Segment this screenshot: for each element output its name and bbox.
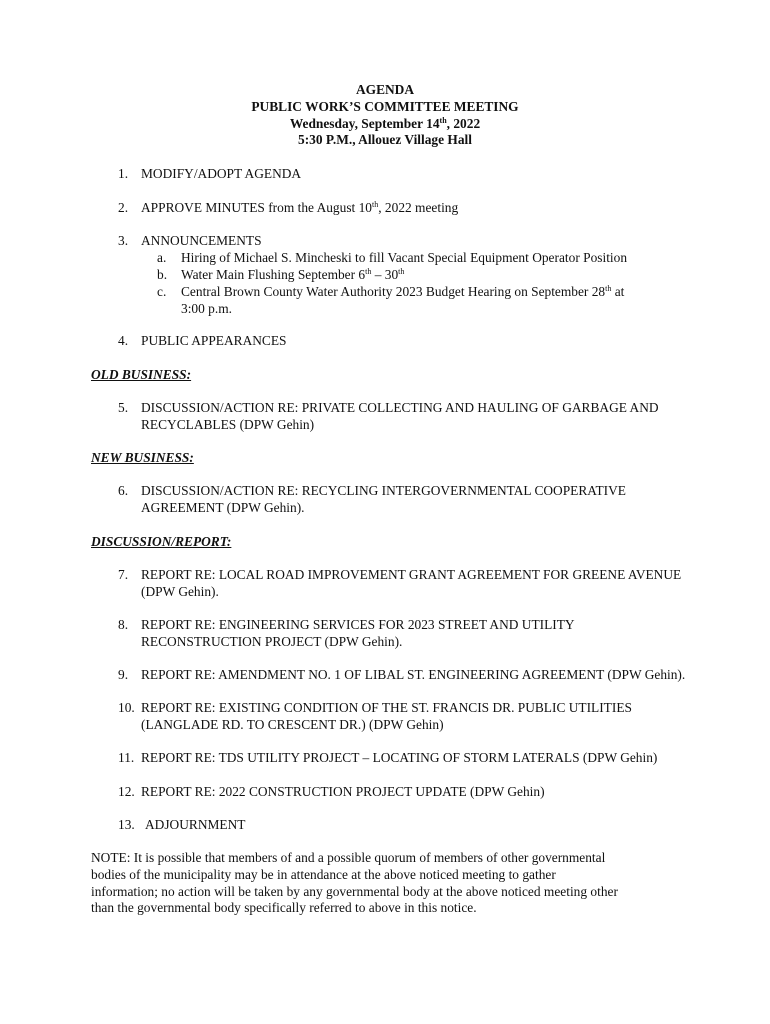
item-number: 8. xyxy=(118,617,129,632)
item-number: 13. xyxy=(118,817,135,832)
item-text: REPORT RE: 2022 CONSTRUCTION PROJECT UPDATE (DPW Gehin) xyxy=(141,784,545,799)
notice-line: NOTE: It is possible that members of and a possible quorum of members of other governmental xyxy=(91,850,606,865)
notice-line: bodies of the municipality may be in attendance at the above noticed meeting to gather xyxy=(91,866,556,882)
item-text: DISCUSSION/ACTION RE: RECYCLING INTERGOVERNMENTAL COOPERATIVE AGREEMENT (DPW Gehin). xyxy=(141,483,626,515)
item-text: REPORT RE: TDS UTILITY PROJECT – LOCATING OF STORM LATERALS (DPW Gehin) xyxy=(141,750,658,765)
item-text: ANNOUNCEMENTS xyxy=(141,233,262,248)
sub-item-letter: c. xyxy=(157,284,167,299)
sub-item-text: Water Main Flushing September 6th – 30th xyxy=(181,267,405,282)
item-number: 6. xyxy=(118,483,129,498)
section-old-business: OLD BUSINESS: xyxy=(91,367,192,382)
item-number: 5. xyxy=(118,400,129,415)
item-number: 3. xyxy=(118,233,129,248)
item-text: MODIFY/ADOPT AGENDA xyxy=(141,166,302,181)
item-number: 7. xyxy=(118,567,129,582)
item-number: 12. xyxy=(118,784,135,799)
meeting-date: Wednesday, September 14th, 2022 xyxy=(289,115,481,131)
item-number: 11. xyxy=(118,750,135,765)
sub-item-text: Hiring of Michael S. Mincheski to fill Vacant Special Equipment Operator Position xyxy=(181,250,628,265)
notice-line: information; no action will be taken by any governmental body at the above noticed meeting other xyxy=(91,883,618,899)
meeting-time-location: 5:30 P.M., Allouez Village Hall xyxy=(298,132,472,148)
legal-notice xyxy=(91,850,681,917)
item-number: 2. xyxy=(118,200,129,215)
sub-item-letter: a. xyxy=(157,250,167,265)
item-text: PUBLIC APPEARANCES xyxy=(141,333,287,348)
notice-line: than the governmental body specifically referred to above in this notice. xyxy=(91,900,477,916)
item-number: 10. xyxy=(118,700,135,715)
item-text: ADJOURNMENT xyxy=(145,817,246,832)
item-number: 1. xyxy=(118,166,129,181)
agenda-title: AGENDA xyxy=(355,82,415,97)
sub-item-letter: b. xyxy=(157,267,168,282)
item-number: 9. xyxy=(118,667,129,682)
item-text: REPORT RE: EXISTING CONDITION OF THE ST. FRANCIS DR. PUBLIC UTILITIES (LANGLADE RD. TO CRESCENT DR.) (DPW Gehin) xyxy=(141,700,632,732)
agenda-header xyxy=(0,82,770,149)
sub-item-text: Central Brown County Water Authority 2023 Budget Hearing on September 28th at 3:00 p.m. xyxy=(181,284,625,316)
item-text: REPORT RE: ENGINEERING SERVICES FOR 2023 STREET AND UTILITY RECONSTRUCTION PROJECT (DPW Gehin). xyxy=(141,617,575,649)
item-text: REPORT RE: AMENDMENT NO. 1 OF LIBAL ST. ENGINEERING AGREEMENT (DPW Gehin). xyxy=(141,667,686,682)
section-discussion-report: DISCUSSION/REPORT: xyxy=(91,534,232,549)
meeting-name: PUBLIC WORK’S COMMITTEE MEETING xyxy=(251,98,519,114)
item-number: 4. xyxy=(118,333,129,348)
item-text: APPROVE MINUTES from the August 10th, 2022 meeting xyxy=(141,200,459,215)
section-new-business: NEW BUSINESS: xyxy=(91,450,194,465)
item-text: DISCUSSION/ACTION RE: PRIVATE COLLECTING AND HAULING OF GARBAGE AND RECYCLABLES (DPW Gehin) xyxy=(141,400,659,432)
item-text: REPORT RE: LOCAL ROAD IMPROVEMENT GRANT AGREEMENT FOR GREENE AVENUE (DPW Gehin). xyxy=(141,567,682,599)
